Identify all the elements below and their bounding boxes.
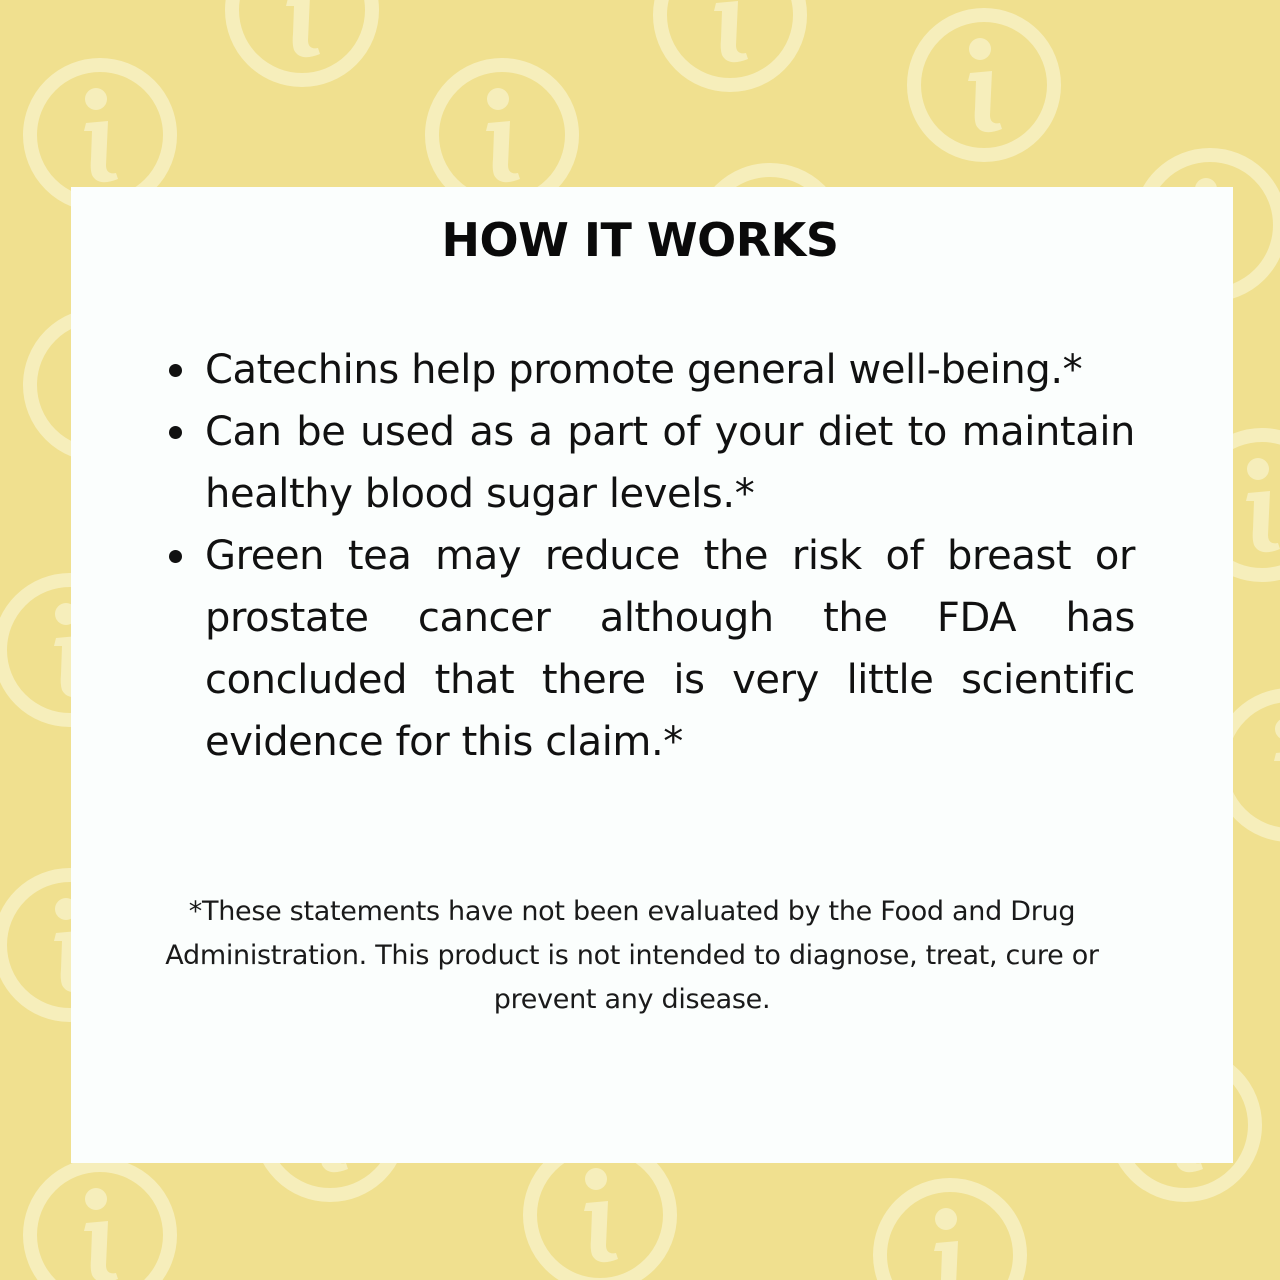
bullet-icon <box>169 364 182 377</box>
list-item-text: Catechins help promote general well-being.* <box>205 347 1083 393</box>
page-title: HOW IT WORKS <box>441 213 839 267</box>
list-item <box>205 525 1135 773</box>
list-item-text: Can be used as a part of your diet to maintain healthy blood sugar levels.* <box>205 409 1135 517</box>
list-item <box>205 339 1135 401</box>
list-item <box>205 401 1135 525</box>
bullet-icon <box>169 550 182 563</box>
benefits-list <box>205 339 1135 773</box>
list-item-text: Green tea may reduce the risk of breast or prostate cancer although the FDA has concluded that there is very little scientific evidence for this claim.* <box>205 533 1135 765</box>
fda-disclaimer: *These statements have not been evaluated by the Food and Drug Administration. This product is not intended to diagnose, treat, cure or prevent any disease. <box>165 896 1099 1015</box>
bullet-icon <box>169 426 182 439</box>
